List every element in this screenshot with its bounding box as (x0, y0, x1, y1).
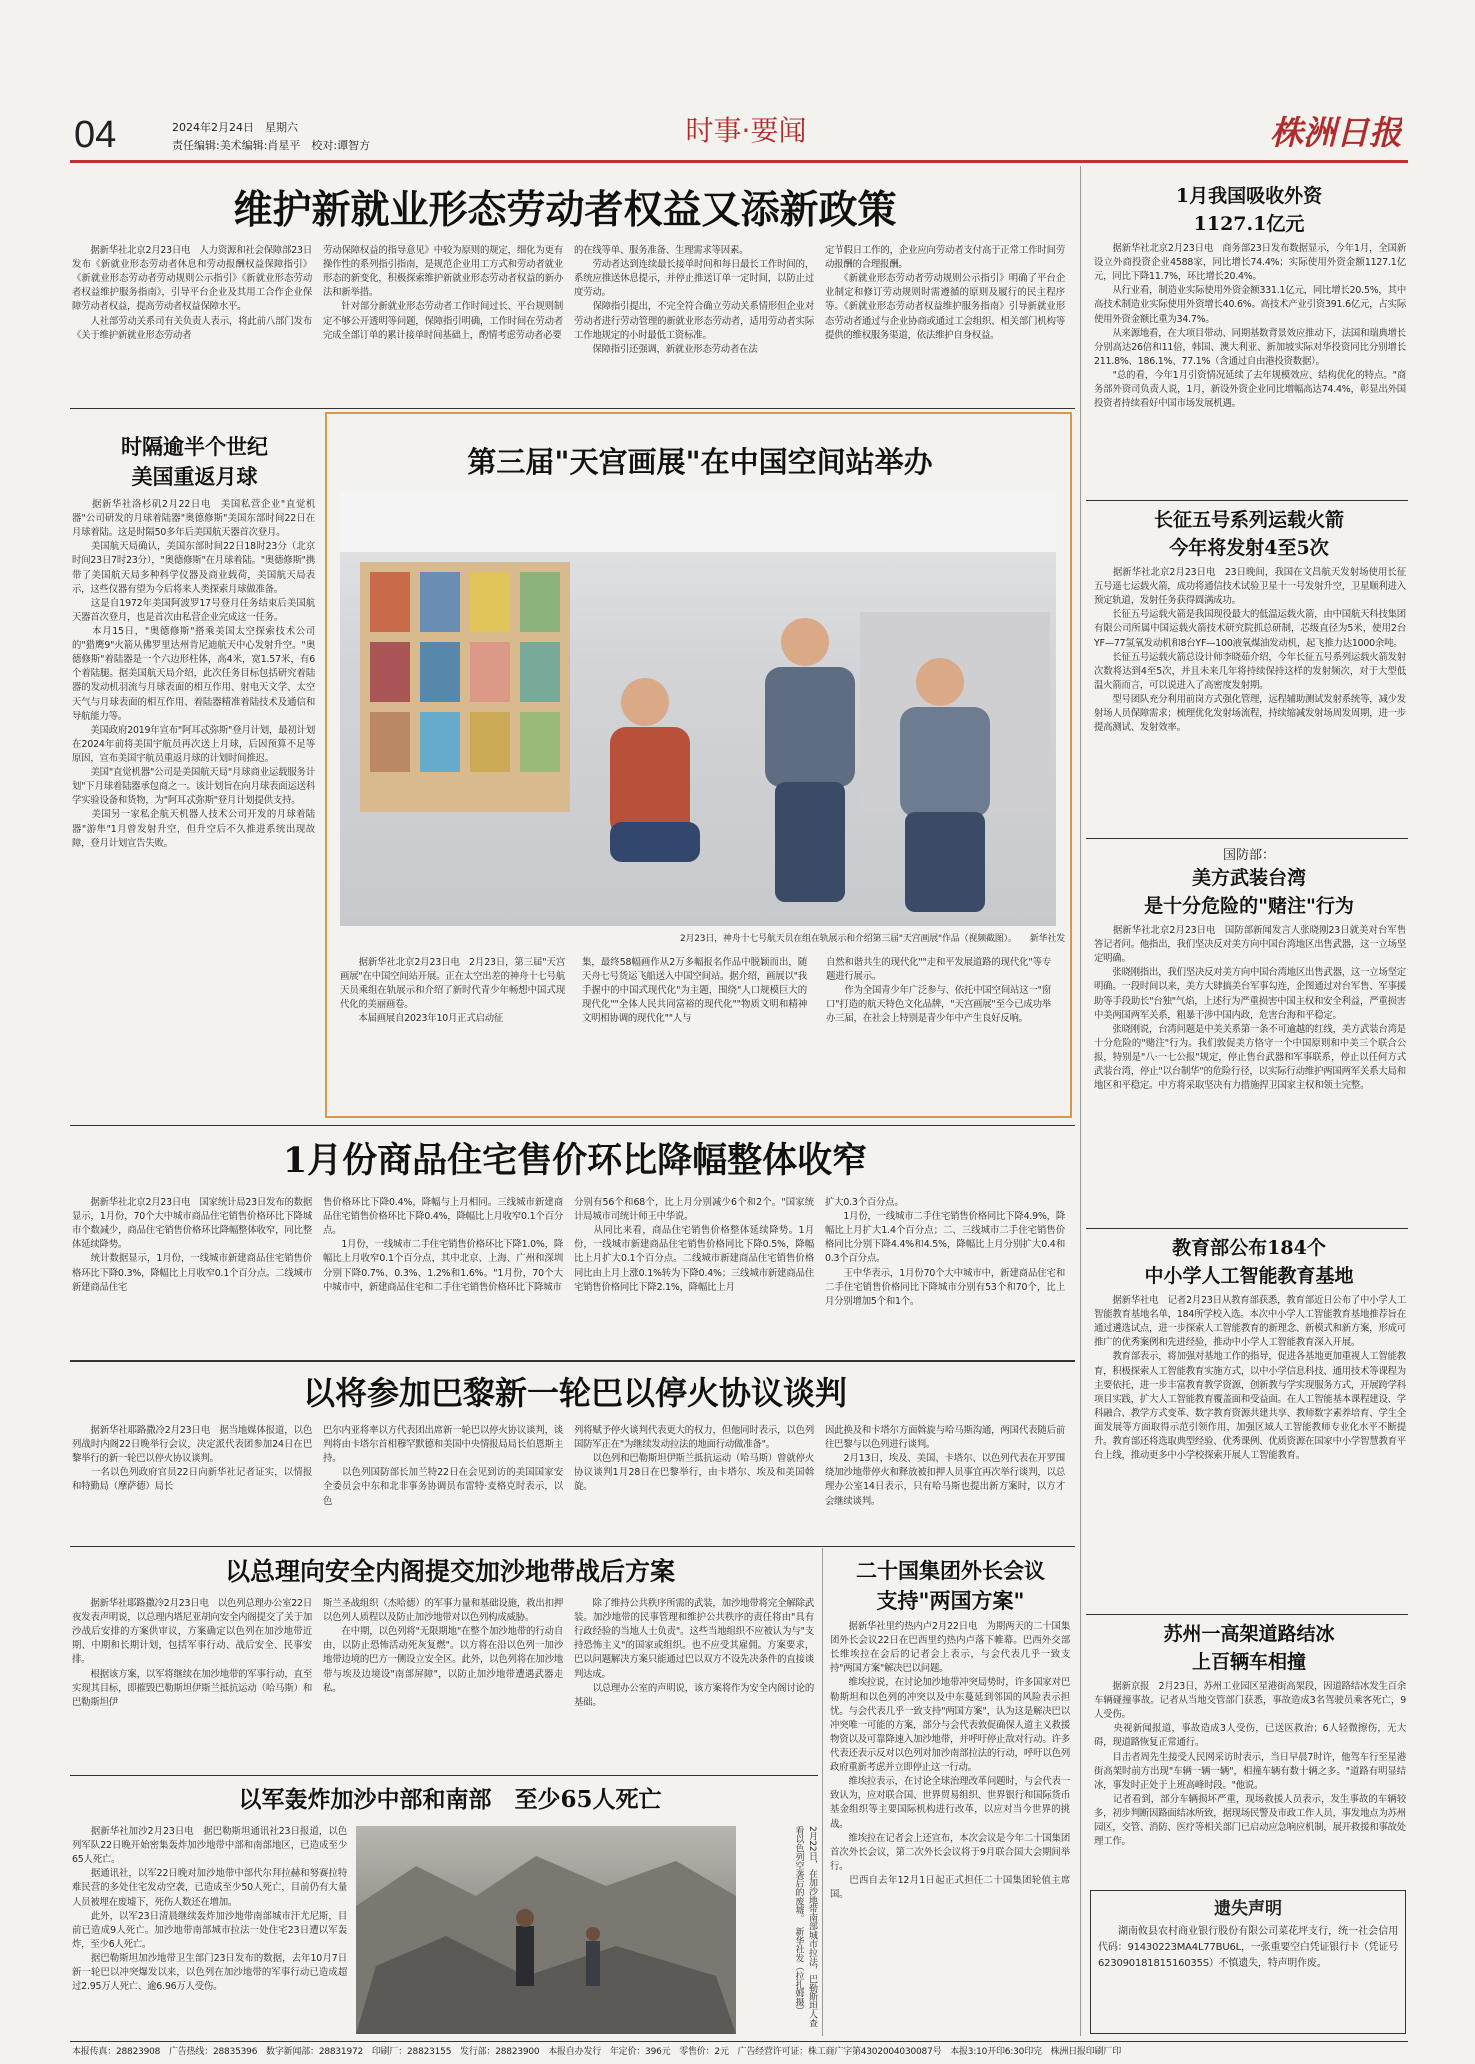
headline-housing-prices: 1月份商品住宅售价环比降幅整体收窄 (282, 1140, 868, 1181)
gaza-photo-caption: 2月22日，在加沙地带南部城市拉法，巴勒斯坦人查看以色列空袭后的废墟。 新华社发（拉扎姆摄） (793, 1826, 817, 2028)
a1-col4: 定节假日工作的，企业应向劳动者支付高于正常工作时间劳动报酬的合理报酬。 《新就业形态劳动者劳动规则公示指引》明确了平台企业制定和修订劳动规则时需遵循的原则及履行的民主程序等。《新就业形态劳动者权益维护服务指南》引导新就业形态劳动者通过与企业协商或通过工会组织、相关部门机构等提供的维权服务渠道，依法维护自身权益。 (825, 245, 1065, 341)
a2-body: 据新华社洛杉矶2月22日电 美国私营企业"直觉机器"公司研发的月球着陆器"奥德修斯"美国东部时间22日在月球着陆。这是时隔50多年后美国航天器首次登月。 美国航天局确认，美国东部时间22日18时23分（北京时间23日7时23分），"奥德修斯"在月球着陆。"奥德修斯"携带了美国航天局多种科学仪器及商业载荷，美国航天局表示，这些仪器有望为今后将来人类探索月球做准备。 这是自1972年美国阿波罗17号登月任务结束后美国航天器首次登月，也是首次由私营企业完成这一任务。 本月15日，"奥德修斯"搭乘美国太空探索技术公司的"猎鹰9"火箭从佛罗里达州肯尼迪航天中心发射升空。"奥德修斯"着陆器是一个六边形柱体，高4米，宽1.57米，有6个着陆腿。据美国航天局介绍，此次任务目标包括研究着陆器的发动机羽流与月球表面的相互作用、射电天文学、太空天气与月球表面的相互作用、着陆器精准着陆技术及通信和导航能力等。 美国政府2019年宣布"阿耳忒弥斯"登月计划，最初计划在2024年前将美国宇航员再次送上月球，后因预算不足等原因，宣布美国宇航员重返月球的计划时间推迟。 美国"直觉机器"公司是美国航天局"月球商业运载服务计划"下月球着陆器承包商之一。该计划旨在向月球表面运送科学实验设备和货物，为"阿耳忒弥斯"登月计划提供支持。 美国另一家私企航天机器人技术公司开发的月球着陆器"游隼"1月曾发射升空，但升空后不久推进系统出现故障，登月计划宣告失败。 (72, 499, 315, 849)
s5-body: 据新京报 2月23日，苏州工业园区星港街高架段，因道路结冰发生百余车辆碰撞事故。记者从当地交管部门获悉，事故造成3名驾驶员乘客死亡，9人受伤。 央视新闻报道，事故造成3人受伤，已送医救治；6人轻微擦伤，无大碍，现道路恢复正常通行。 目击者周先生接受人民网采访时表示，当日早晨7时许，他驾车行至星港街高架时前方出现"车辆一辆一辆"，相撞车辆有数十辆之多。"道路有明显结冰，事发时正处于上班高峰时段。"他说。 记者看到，部分车辆损坏严重，现场救援人员表示，发生事故的车辆较多，初步判断因路面结冰所致，据现场民警及市政工作人员，事发地点为苏州园区，交管、消防、医疗等相关部门已启动应急响应机制，展开救援和事故处理工作。 (1094, 1681, 1406, 1848)
a5-col3: 列将赋予停火谈判代表更大的权力，但他同时表示，以色列国防军正在"为继续发动拉法的地面行动做准备"。 以色列和巴勒斯坦伊斯兰抵抗运动（哈马斯）曾就停火协议谈判1月28日在巴黎举行，由卡塔尔、埃及和美国斡旋。 (574, 1425, 814, 1493)
section-title: 时事·要闻 (685, 114, 807, 147)
issue-date: 2024年2月24日 星期六 (172, 121, 298, 134)
headline-gaza-postwar-plan: 以总理向安全内阁提交加沙地带战后方案 (224, 1557, 675, 1586)
sidebar-divider (1080, 166, 1081, 2036)
a3-col1: 据新华社北京2月23日电 2月23日，第三届"天宫画展"在中国空间站开展。正在太空出差的神舟十七号航天员乘组在轨展示和介绍了新时代青少年畅想中国式现代化的美丽画卷。 本届画展自2023年10月正式启动征 (340, 957, 565, 1025)
divider (1086, 1614, 1408, 1615)
a5-col4: 因此换及和卡塔尔方面斡旋与哈马斯沟通，两国代表随后前往巴黎与以色列进行谈判。 2月13日，埃及、美国、卡塔尔、以色列代表在开罗围绕加沙地带停火和释放被扣押人员事宜再次举行谈判，以总理办公室14日表示，只有哈马斯也提出新方案时，以方才会继续谈判。 (825, 1425, 1065, 1507)
headline-rocket-l1: 长征五号系列运载火箭 (1153, 509, 1344, 531)
headline-moon-l2: 美国重返月球 (131, 464, 258, 489)
a5-col2: 巴尔内亚将率以方代表团出席新一轮巴以停火协议谈判，谈判将由卡塔尔首相穆罕默德和美国中央情报局局长伯恩斯主持。 以色列国防部长加兰特22日在会见到访的美国国家安全委员会中东和北非事务协调员布雷特·麦格克时表示，以色 (323, 1425, 563, 1507)
gaza-ruins-photo (356, 1826, 736, 2034)
headline-g20-l2: 支持"两国方案" (876, 1588, 1025, 1613)
a6-col2: 斯兰圣战组织（杰哈德）的军事力量和基础设施，救出扣押以色列人质程以及防止加沙地带对以色列构成威胁。 在中期，以色列将"无限期地"在整个加沙地带的行动自由，以防止恐怖活动死灰复燃"。以方将在沿以色列一加沙地带边境的巴方一侧设立安全区。此外，以色列将在加沙地带与埃及边境设"南部屏障"，以防止加沙地带遭遇武器走私。 (323, 1598, 563, 1694)
a4-col3: 分别有56个和68个，比上月分别减少6个和2个。"国家统计局城市司统计师王中华说。 从同比来看，商品住宅销售价格整体延续降势。1月份，一线城市新建商品住宅销售价格同比下降0.5%，降幅比上月扩大0.1个百分点。二线城市新建商品住宅销售价格同比由上月上涨0.1%转为下降0.4%；三线城市新建商品住宅销售价格同比下降2.1%，降幅比上月 (574, 1197, 814, 1293)
a4-col4: 扩大0.3个百分点。 1月份，一线城市二手住宅销售价格同比下降4.9%，降幅比上月扩大1.4个百分点；二、三线城市二手住宅销售价格同比分别下降4.4%和4.5%，降幅比上月分别扩大0.4和0.3个百分点。 王中华表示，1月份70个大中城市中，新建商品住宅和二手住宅销售价格同比下降城市分别有53个和70个，比上月分别增加5个和1个。 (825, 1197, 1065, 1307)
s2-body: 据新华社北京2月23日电 23日晚间，我国在文昌航天发射场使用长征五号遥七运载火箭，成功将通信技术试验卫星十一号发射升空，卫星顺利进入预定轨道，发射任务获得圆满成功。 长征五号运载火箭是我国现役最大的低温运载火箭，由中国航天科技集团有限公司所属中国运载火箭技术研究院抓总研制，芯级直径为5米，使用2台YF—77氢氧发动机和8台YF—100液氧煤油发动机，起飞推力达1000余吨。 长征五号运载火箭总设计师李晓茹介绍，今年长征五号系列运载火箭发射次数将达到4至5次，并且未来几年将持续保持这样的发射频次，对于大型低温火箭而言，可以说进入了高密度发射期。 型号团队充分利用前岗方式强化管理，远程辅助测试发射系统等，减少发射场人员保障需求；梳理优化发射场流程，持续缩减发射场周发周期，进一步提高测试、发射效率。 (1094, 567, 1406, 734)
divider (1086, 838, 1408, 839)
a1-col2: 劳动保障权益的指导意见》中较为原则的规定，细化为更有操作性的系列指引指南，是规范企业用工方式和劳动者就业形态的新变化，积极探索维护新就业形态劳动者权益的新办法和新举措。 针对部分新就业形态劳动者工作时间过长、平台规则制定不够公开透明等问题，保障指引明确，工作时间在劳动者完成全部订单的累计接单时间基础上，酌情考虑劳动者必要 (323, 245, 563, 341)
divider (70, 408, 1075, 409)
s4-body: 据新华社电 记者2月23日从教育部获悉，教育部近日公布了中小学人工智能教育基地名单，184所学校入选。本次中小学人工智能教育基地推荐旨在通过遴选试点，进一步探索人工智能教育的新理念、新模式和新方案，形成可推广的优秀案例和先进经验，推动中小学人工智能教育深入开展。 教育部表示，将加强对基地工作的指导，促进各基地更加重视人工智能教育，积极探索人工智能教育实施方式，以中小学信息科技、通用技术等课程为主要依托，进一步丰富教育教学资源，创新教与学实现服务方式，开展跨学科项目实践，扩大人工智能教育覆盖面和受益面。在人工智能基本课程建设、学科融合、教学方式变革、数字教育资源共建共享、教师数字素养培育、学生全面发展等方面取得示范引领作用，加强区域人工智能教师专业化水平不断提升。教育部还将选取典型经验、优秀课例、优质资源在国家中小学智慧教育平台上线，推动更多中小学校探索开展人工智能教育。 (1094, 1295, 1406, 1462)
a3-col3: 自然和谐共生的现代化""走和平发展道路的现代化"等专题进行展示。 作为全国青少年广泛参与、依托中国空间站这一"窗口"打造的航天特色文化品牌，"天宫画展"至今已成功举办三届，在社会上特别是青少年中产生良好反响。 (826, 957, 1051, 1025)
divider (1086, 1228, 1408, 1229)
headline-ai-edu-l1: 教育部公布184个 (1172, 1237, 1326, 1259)
a8-body: 据新华社里约热内卢2月22日电 为期两天的二十国集团外长会议22日在巴西里约热内卢落下帷幕。巴西外交部长维埃拉在会后的记者会上表示，与会代表几乎一致支持"两国方案"解决巴以问题。 维埃拉说，在讨论加沙地带冲突局势时，许多国家对巴勒斯坦和以色列的冲突以及中东蔓延到邻国的风险表示担忧。与会代表几乎一致支持"两国方案"，认为这是解决巴以冲突唯一可能的方案，部分与会代表敦促确保人道主义救援物资以及可靠降速入加沙地带，并呼吁停止敌对行动。许多代表还表示反对以色列对加沙南部拉法的行动，呼吁以色列政府重新考虑并立即停止这一行动。 维埃拉表示，在讨论全球治理改革问题时，与会代表一致认为，应对联合国、世界贸易组织、世界银行和国际货币基金组织等主要国际机构进行改革，以应对当今世界的挑战。 维埃拉在记者会上还宣布，本次会议是今年二十国集团首次外长会议，第二次外长会议将于9月联合国大会期间举行。 巴西自去年12月1日起正式担任二十国集团轮值主席国。 (830, 1621, 1070, 1901)
headline-tiangong: 第三届"天宫画展"在中国空间站举办 (467, 445, 933, 479)
divider (70, 1546, 1075, 1547)
footer-rule (70, 2041, 1408, 2042)
a5-col1: 据新华社耶路撒冷2月23日电 据当地媒体报道，以色列战时内阁22日晚举行会议，决定派代表团参加24日在巴黎举行的新一轮巴以停火协议谈判。 一名以色列政府官员22日向新华社记者证实，以情报和特勤局（摩萨德）局长 (72, 1425, 312, 1493)
headline-paris-talks: 以将参加巴黎新一轮巴以停火协议谈判 (302, 1374, 847, 1412)
a4-col2: 售价格环比下降0.4%，降幅与上月相同。三线城市新建商品住宅销售价格环比下降0.4%，降幅比上月收窄0.1个百分点。 1月份，一线城市二手住宅销售价格环比下降1.0%，降幅比上月收窄0.1个百分点，其中北京、上海、广州和深圳分别下降0.7%、0.3%、1.2%和1.6%。"1月份，70个大中城市中，新建商品住宅和二手住宅销售价格环比下降城市 (323, 1197, 563, 1293)
s3-body: 据新华社北京2月23日电 国防部新闻发言人张晓刚23日就美对台军售答记者问。他指出，我们坚决反对美方向中国台湾地区出售武器，这一立场坚定明确。 张晓刚指出，我们坚决反对美方向中国台湾地区出售武器，这一立场坚定明确。一段时间以来，美方大肆搞美台军事勾连，企图通过对台军售、军事援助等手段助长"台独"气焰，上述行为严重损害中国主权和安全利益，严重损害中美两国两军关系，粗暴干涉中国内政，危害台海和平稳定。 张晓刚说，台湾问题是中美关系第一条不可逾越的红线，美方武装台湾是十分危险的"赌注"行为。我们敦促美方恪守一个中国原则和中美三个联合公报，特别是"八·一七公报"规定，停止售台武器和军事联系，停止以任何方式武装台湾，停止"以台制华"的危险行径，以实际行动维护两国两军关系大局和地区和平稳定。中方将采取坚决有力措施捍卫国家主权和领土完整。 (1094, 925, 1406, 1092)
editors-line: 责任编辑:美术编辑:肖星平 校对:谭智方 (172, 139, 371, 152)
tiangong-photo-caption: 2月23日，神舟十七号航天员在组在轨展示和介绍第三届"天宫画展"作品（视频截图）。 新华社发 (679, 934, 1065, 944)
headline-rocket-l2: 今年将发射4至5次 (1169, 537, 1329, 559)
a6-col1: 据新华社耶路撒冷2月23日电 以色列总理办公室22日夜发表声明说，以总理内塔尼亚胡向安全内阁提交了关于加沙战后安排的方案供审议，方案确定以色列在加沙地带近期、中期和长期计划，包括军事行动、战后安全、民事安排。 根据该方案，以军将继续在加沙地带的军事行动，直至实现其目标，即摧毁巴勒斯坦伊斯兰抵抗运动（哈马斯）和巴勒斯坦伊 (72, 1598, 312, 1708)
headline-taiwan-l1: 美方武装台湾 (1191, 867, 1306, 889)
s1-body: 据新华社北京2月23日电 商务部23日发布数据显示，今年1月，全国新设立外商投资企业4588家，同比增长74.4%；实际使用外资金额1127.1亿元，同比下降11.7%，环比增长20.4%。 从行业看，制造业实际使用外资金额331.1亿元，同比增长20.5%，其中高技术制造业实际使用外资增长40.6%。高技术产业引资391.6亿元，占实际使用外资金额比重为34.7%。 从来源地看，在大项目带动、同期基数背景效应推动下，法国和瑞典增长分别高达26倍和11倍，韩国、澳大利亚、新加坡实际对华投资同比分别增长211.8%、186.1%、77.1%（含通过自由港投资数据）。 "总的看，今年1月引资情况延续了去年规模效应、结构优化的特点。"商务部外资司负责人说，1月，新设外资企业同比增幅高达74.4%，彰显出外国投资者持续看好中国市场发展机遇。 (1094, 243, 1406, 410)
a1-col3: 的在线等单、服务准备、生理需求等因素。 劳动者达到连续最长接单时间和每日最长工作时间的，系统应推送休息提示，并停止推送订单一定时间，以防止过度劳动。 保障指引提出，不完全符合确立劳动关系情形但企业对劳动者进行劳动管理的新就业形态劳动者，适用劳动者实际工作地规定的小时最低工资标准。 保障指引还强调，新就业形态劳动者在法 (574, 245, 814, 355)
headline-new-employment: 维护新就业形态劳动者权益又添新政策 (233, 187, 897, 233)
headline-suzhou-l1: 苏州一高架道路结冰 (1163, 1623, 1335, 1645)
masthead-rule (70, 160, 1408, 163)
a3-col2: 集，最终58幅画作从2万多幅报名作品中脱颖而出，随天舟七号货运飞船送入中国空间站。据介绍，画展以"我手握中的中国式现代化"为主题，围绕"人口规模巨大的现代化""全体人民共同富裕的现代化""物质文明和精神文明相协调的现代化""人与 (582, 957, 807, 1025)
lost-notice-body: 湖南攸县农村商业银行股份有限公司菜花坪支行，统一社会信用代码：91430223MA4L77BU6L，一张重要空白凭证银行卡（凭证号62309018181516035S）不慎遗失，特声明作废。 (1098, 1926, 1398, 1969)
a6-col3: 除了维持公共秩序所需的武装，加沙地带将完全解除武装。加沙地带的民事管理和维护公共秩序的责任将由"具有行政经验的当地人士负责"。这些当地组织不应被认为与"支持恐怖主义"的国家或组织。也不应受其雇佣。方案要求，巴以问题解决方案只能通过巴以双方不设先决条件的直接谈判达成。 以总理办公室的声明说，该方案将作为安全内阁讨论的基础。 (574, 1598, 814, 1708)
headline-taiwan-l2: 是十分危险的"赌注"行为 (1144, 895, 1354, 917)
headline-moon-l1: 时隔逾半个世纪 (121, 434, 268, 459)
divider (822, 1548, 823, 2036)
headline-suzhou-l2: 上百辆车相撞 (1191, 1651, 1306, 1673)
divider (70, 1360, 1075, 1362)
kicker-defense: 国防部： (1222, 848, 1275, 863)
a4-col1: 据新华社北京2月23日电 国家统计局23日发布的数据显示，1月份，70个大中城市商品住宅销售价格环比下降城市个数减少，商品住宅销售价格环比降幅整体收窄，同比整体延续降势。 统计数据显示，1月份，一线城市新建商品住宅销售价格环比下降0.3%，降幅比上月收窄0.1个百分点。二线城市新建商品住宅 (72, 1197, 312, 1293)
divider (70, 1775, 818, 1776)
a1-col1: 据新华社北京2月23日电 人力资源和社会保障部23日发布《新就业形态劳动者休息和劳动报酬权益保障指引》《新就业形态劳动者劳动规则公示指引》《新就业形态劳动者权益维护服务指南》，引导平台企业及其用工合作企业保障劳动者权益，提高劳动者权益保障水平。 人社部劳动关系司有关负责人表示，将此前八部门发布《关于维护新就业形态劳动者 (72, 245, 312, 341)
headline-ai-edu-l2: 中小学人工智能教育基地 (1144, 1265, 1354, 1287)
space-station-photo (340, 492, 1056, 926)
divider (1086, 500, 1408, 501)
headline-fdi-l2: 1127.1亿元 (1193, 213, 1305, 235)
page-number: 04 (74, 114, 117, 156)
lost-notice-title: 遗失声明 (1214, 1899, 1282, 1919)
newspaper-logo: 株洲日报 (1270, 113, 1402, 152)
a7-body: 据新华社加沙2月23日电 据巴勒斯坦通讯社23日报道，以色列军队22日晚开始密集轰炸加沙地带中部和南部地区，已造成至少65人死亡。 据通讯社，以军22日晚对加沙地带中部代尔拜拉赫和努赛拉特难民营的多处住宅发动空袭，已造成至少50人死亡，目前仍有大量人员被埋在废墟下，死伤人数还在增加。 此外，以军23日清晨继续轰炸加沙地带南部城市汗尤尼斯，目前已造成9人死亡。加沙地带南部城市拉法一处住宅23日遭以军轰炸，至少6人死亡。 据巴勒斯坦加沙地带卫生部门23日发布的数据，去年10月7日新一轮巴以冲突爆发以来，以色列在加沙地带的军事行动已造成超过2.95万人死亡、逾6.96万人受伤。 (72, 1826, 347, 1993)
headline-fdi-l1: 1月我国吸收外资 (1175, 185, 1323, 207)
headline-g20-l1: 二十国集团外长会议 (856, 1558, 1045, 1583)
headline-gaza-strikes: 以军轰炸加沙中部和南部 至少65人死亡 (238, 1786, 662, 1813)
divider (70, 1125, 1075, 1126)
footer-info: 本报传真：28823908 广告热线：28835396 数字新闻部：28831972 印刷厂：28823155 发行部：28823900 本报自办发行 年定价：396元 零售价：2元 广告经营许可证：株工商广字第4302004030087号 本报3:10开印6:30印完 株洲日报印刷厂印 (72, 2047, 1122, 2057)
